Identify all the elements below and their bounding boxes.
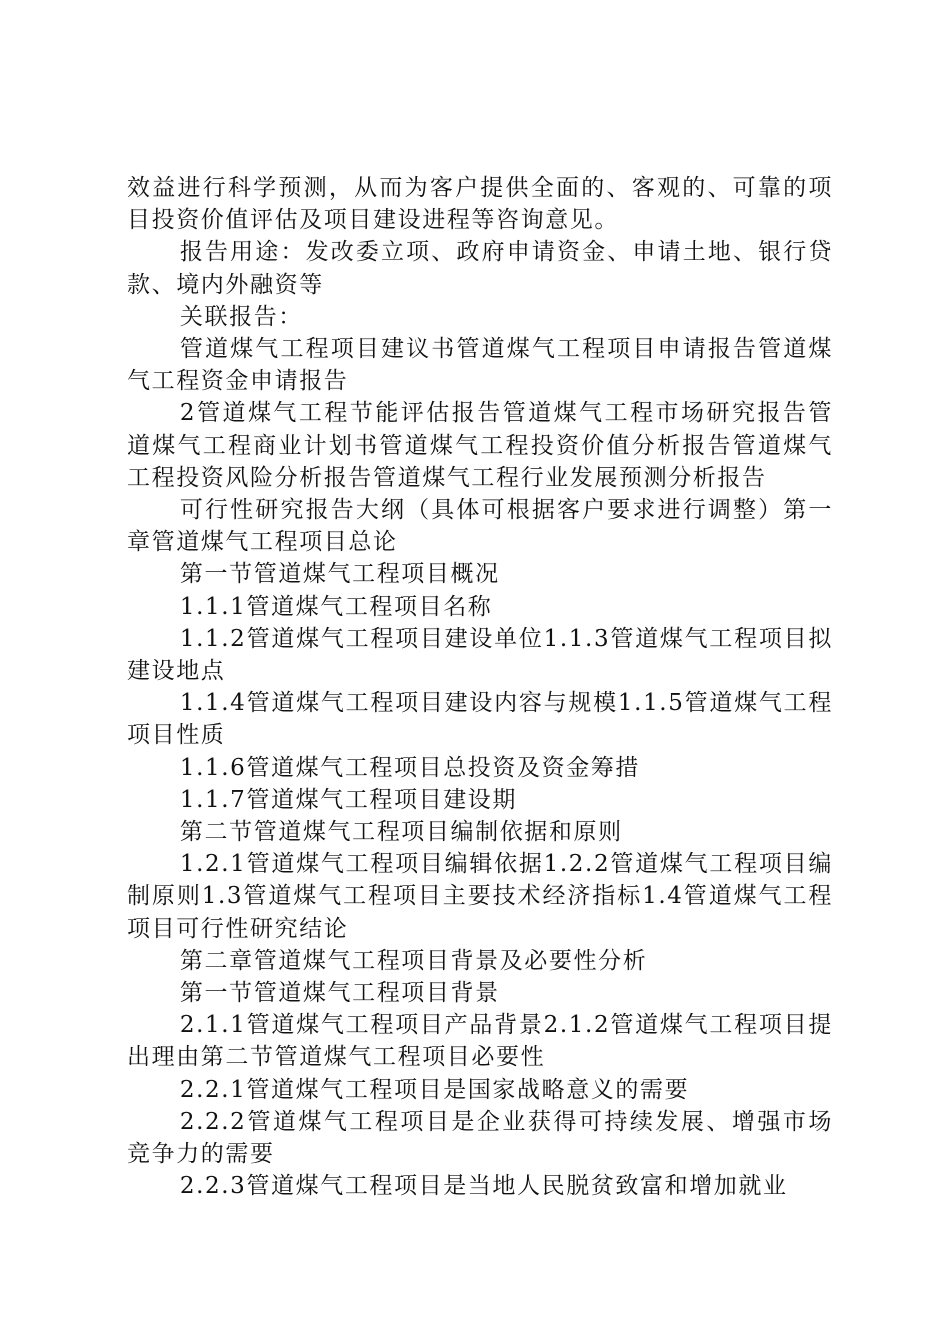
paragraph-item-2-2-3: 2.2.3管道煤气工程项目是当地人民脱贫致富和增加就业 bbox=[179, 1173, 788, 1200]
paragraph-related-reports-heading: 关联报告： bbox=[179, 303, 303, 330]
paragraph-item-1-1-2: 1.1.2管道煤气工程项目建设单位1.1.3管道煤气工程项目拟建设地点 bbox=[127, 625, 833, 685]
paragraph-section-1-2: 第二节管道煤气工程项目编制依据和原则 bbox=[179, 819, 623, 846]
paragraph-item-2-2-2: 2.2.2管道煤气工程项目是企业获得可持续发展、增强市场竞争力的需要 bbox=[127, 1108, 833, 1168]
paragraph-chapter-2: 第二章管道煤气工程项目背景及必要性分析 bbox=[179, 947, 648, 974]
paragraph-item-1-1-7: 1.1.7管道煤气工程项目建设期 bbox=[179, 786, 518, 813]
paragraph-report-purpose: 报告用途：发改委立项、政府申请资金、申请土地、银行贷款、境内外融资等 bbox=[127, 239, 833, 298]
paragraph-related-reports-1: 管道煤气工程项目建议书管道煤气工程项目申请报告管道煤气工程资金申请报告 bbox=[127, 336, 833, 395]
paragraph-item-1-2-1: 1.2.1管道煤气工程项目编辑依据1.2.2管道煤气工程项目编制原则1.3管道煤气工程项目主要技术经济指标1.4管道煤气工程项目可行性研究结论 bbox=[127, 851, 833, 942]
paragraph-section-2-1: 第一节管道煤气工程项目背景 bbox=[179, 980, 500, 1007]
paragraph-outline-chapter-1: 可行性研究报告大纲（具体可根据客户要求进行调整）第一章管道煤气工程项目总论 bbox=[127, 497, 833, 556]
paragraph-item-2-1-1: 2.1.1管道煤气工程项目产品背景2.1.2管道煤气工程项目提出理由第二节管道煤气工程项目必要性 bbox=[127, 1012, 833, 1071]
document-page bbox=[127, 172, 833, 1203]
paragraph-intro-continuation: 效益进行科学预测，从而为客户提供全面的、客观的、可靠的项目投资价值评估及项目建设进程等咨询意见。 bbox=[127, 175, 833, 234]
paragraph-item-2-2-1: 2.2.1管道煤气工程项目是国家战略意义的需要 bbox=[179, 1076, 690, 1103]
paragraph-related-reports-2: 2管道煤气工程节能评估报告管道煤气工程市场研究报告管道煤气工程商业计划书管道煤气工程投资价值分析报告管道煤气工程投资风险分析报告管道煤气工程行业发展预测分析报告 bbox=[127, 400, 833, 491]
paragraph-section-1-1: 第一节管道煤气工程项目概况 bbox=[179, 561, 500, 588]
paragraph-item-1-1-1: 1.1.1管道煤气工程项目名称 bbox=[179, 593, 493, 620]
paragraph-item-1-1-6: 1.1.6管道煤气工程项目总投资及资金筹措 bbox=[179, 754, 641, 781]
paragraph-item-1-1-4: 1.1.4管道煤气工程项目建设内容与规模1.1.5管道煤气工程项目性质 bbox=[127, 690, 833, 749]
